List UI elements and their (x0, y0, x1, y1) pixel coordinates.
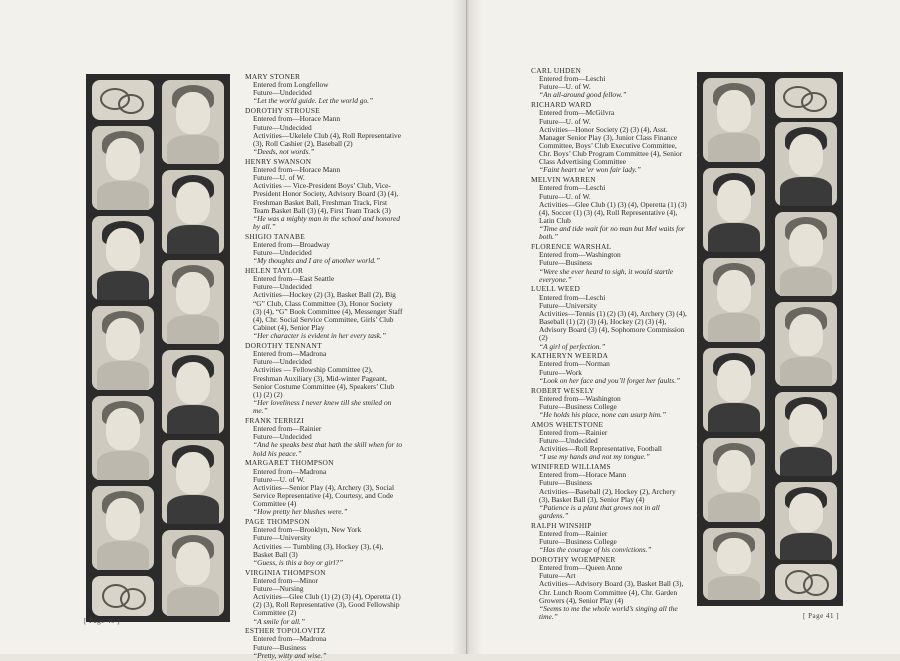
student-entry (245, 158, 403, 231)
student-name: MARY STONER (245, 72, 301, 81)
portrait-photo (162, 440, 224, 524)
student-name: LUELL WEED (531, 284, 581, 294)
future: Future—Art (539, 571, 576, 581)
student-name: DOROTHY STROUSE (245, 106, 321, 116)
portrait-photo (703, 438, 765, 522)
future: Future—Undecided (253, 248, 312, 258)
student-entry (245, 107, 403, 156)
student-entry (245, 459, 403, 516)
activities: Activities—Senior Play (4), Archery (3), Social Service Representative (4), Courtesy, and Code Committee (4) (253, 482, 395, 509)
entered-from: Entered from—Leschi (539, 74, 606, 84)
quote: “Has the courage of his convictions.” (539, 545, 652, 555)
quote: “And he speaks best that hath the skill when for to hold his peace.” (253, 440, 403, 458)
student-entry (245, 73, 403, 106)
student-name: PAGE THOMPSON (245, 517, 310, 527)
future: Future—U. of W. (253, 173, 305, 183)
quote: “Guess, is this a boy or girl?” (253, 557, 344, 567)
entered-from: Entered from—Madrona (253, 349, 327, 359)
student-name: MELVIN WARREN (531, 175, 596, 185)
student-entry (531, 67, 687, 100)
student-name: VIRGINIA THOMPSON (245, 567, 326, 577)
page-number: [ Page 41 ] (803, 612, 840, 620)
activities: Activities—Glee Club (1) (3) (4), Operetta (1) (3) (4), Soccer (1) (3) (4), Roll Representative (4), Latin Club (539, 199, 687, 225)
portrait-photo (703, 258, 765, 342)
student-entry (531, 101, 687, 174)
student-name: CARL UHDEN (531, 66, 582, 75)
student-entry (531, 176, 687, 241)
activities: Activities—Baseball (2), Hockey (2), Archery (3), Basket Ball (3), Senior Play (4) (539, 486, 676, 504)
quote: “Deeds, not words.” (253, 147, 315, 156)
portrait-photo (92, 216, 154, 300)
activities: Activities—Honor Society (2) (3) (4), Asst. Manager Senior Play (3), Junior Class Finance Committee, Boys’ Club Executive Committee, Chr. Boys’ Club Program Committee (4), Senior Class Advertising Committee (539, 124, 683, 167)
future: Future—Business College (539, 537, 617, 547)
entered-from: Entered from—Horace Mann (253, 114, 341, 124)
quote: “Look on her face and you’ll forget her faults.” (539, 375, 681, 385)
student-name: SHIGIO TANABE (245, 231, 306, 241)
entered-from: Entered from—McGilvra (539, 108, 615, 118)
future: Future—Business College (539, 401, 617, 411)
activities: Activities—Tennis (1) (2) (3) (4), Archery (3) (4), Baseball (1) (2) (3) (4), Hockey (2) (3) (4), Advisory Board (3) (4), Sophomore Commission (2) (539, 308, 687, 343)
student-entry (531, 463, 687, 520)
activities: Activities — Fellowship Committee (2), Freshman Auxiliary (3), Mid-winter Pageant, Senior Costume Committee (4), Speakers’ Club (1) (2) (2) (253, 365, 395, 399)
activities: Activities—Roll Representative, Football (539, 444, 662, 454)
student-name: DOROTHY TENNANT (245, 340, 322, 350)
entered-from: Entered from—Rainier (539, 427, 608, 437)
student-entry (531, 387, 687, 420)
student-entry (531, 352, 687, 385)
future: Future—U. of W. (539, 116, 591, 126)
entered-from: Entered from—Broadway (253, 239, 330, 249)
portrait-photo (162, 530, 224, 616)
student-name: FLORENCE WARSHAL (531, 242, 612, 252)
future: Future—University (253, 533, 311, 543)
student-name: ROBERT WESELY (531, 385, 595, 395)
right-photo-strip (697, 72, 843, 606)
quote: “He holds his place, none can usurp him.” (539, 409, 667, 419)
portrait-photo (162, 170, 224, 254)
future: Future—Nursing (253, 583, 304, 593)
student-entry (245, 627, 403, 660)
student-entry (245, 267, 403, 340)
quote: “How pretty her blushes were.” (253, 507, 348, 517)
portrait-photo (703, 168, 765, 252)
activities: Activities—Glee Club (1) (2) (3) (4), Operetta (1) (2) (3), Roll Representative (3), Good Fellowship Committee (2) (253, 592, 401, 618)
entered-from: Entered from—Rainier (539, 528, 608, 538)
quote: “Her loveliness I never knew till she smiled on me.” (253, 398, 392, 416)
future: Future—Business (253, 642, 306, 652)
future: Future—Undecided (253, 432, 312, 442)
portrait-photo (703, 78, 765, 162)
portrait-photo (162, 260, 224, 344)
entered-from: Entered from—Horace Mann (253, 164, 341, 174)
portrait-photo (92, 126, 154, 210)
quote: “Faint heart ne’er won fair lady.” (539, 165, 641, 175)
ornament-scroll (775, 564, 837, 600)
future: Future—Business (539, 258, 592, 268)
future: Future—Undecided (253, 357, 312, 367)
student-entry (531, 556, 687, 621)
portrait-photo (92, 306, 154, 390)
portrait-photo (775, 302, 837, 386)
future: Future—U. of W. (539, 191, 591, 201)
student-entry (531, 285, 687, 350)
entered-from: Entered from—Norman (539, 359, 610, 369)
ornament-scroll (92, 80, 154, 120)
entered-from: Entered from—Horace Mann (539, 470, 627, 480)
right-entries (531, 67, 687, 623)
entered-from: Entered from—Leschi (539, 292, 606, 302)
entered-from: Entered from—Leschi (539, 183, 606, 193)
student-name: AMOS WHETSTONE (531, 419, 604, 429)
portrait-photo (775, 482, 837, 560)
activities: Activities—Hockey (2) (3), Basket Ball (2), Big “G” Club, Class Committee (3), Honor Society (3) (4), “G” Book Committee (4), Messenger Staff (4), Chr. Social Service Committee, Girls’ Club Cabinet (4), Senior Play (253, 290, 403, 333)
quote: “Patience is a plant that grows not in all gardens.” (539, 502, 660, 521)
student-entry (245, 233, 403, 266)
quote: “He was a mighty man in the school and honored by all.” (253, 213, 400, 231)
portrait-photo (92, 486, 154, 570)
future: Future—Work (539, 367, 582, 377)
student-entry (245, 518, 403, 567)
activities: Activities — Tumbling (3), Hockey (3), (4), Basket Ball (3) (253, 541, 384, 559)
entered-from: Entered from—Rainier (253, 424, 322, 434)
activities: Activities — Vice-President Boys’ Club, Vice-President Honor Society, Advisory Board (3) (4), Freshman Basket Ball, Freshman Track, First Team Basket Ball (3) (4), First Team Track (3) (253, 181, 399, 215)
entered-from: Entered from—Minor (253, 575, 319, 585)
page-number: [ Page 40 ] (84, 617, 121, 625)
ornament-scroll (92, 576, 154, 616)
future: Future—Undecided (253, 88, 312, 98)
student-name: HELEN TAYLOR (245, 265, 304, 275)
future: Future—Undecided (253, 282, 312, 292)
student-name: DOROTHY WOEMPNER (531, 555, 616, 564)
quote: “Her character is evident in her every task.” (253, 331, 386, 341)
student-entry (245, 569, 403, 626)
quote: “Time and tide wait for no man but Mel waits for both.” (539, 224, 685, 242)
left-entries (245, 73, 403, 661)
portrait-photo (92, 396, 154, 480)
right-page (467, 0, 900, 654)
student-entry (245, 342, 403, 415)
ornament-scroll (775, 78, 837, 118)
student-name: ESTHER TOPOLOVITZ (245, 626, 326, 636)
future: Future—University (539, 300, 597, 310)
left-photo-strip (86, 74, 230, 622)
quote: “Seems to me the whole world’s singing all the time.” (539, 603, 678, 622)
entered-from: Entered from—Madrona (253, 634, 327, 644)
student-name: RALPH WINSHIP (531, 520, 592, 530)
student-name: RICHARD WARD (531, 100, 592, 110)
activities: Activities—Ukelele Club (4), Roll Representative (3), Roll Cashier (2), Baseball (2) (253, 130, 401, 148)
entered-from: Entered from—Brooklyn, New York (253, 525, 362, 535)
portrait-photo (703, 348, 765, 432)
portrait-photo (775, 122, 837, 206)
portrait-photo (775, 392, 837, 476)
portrait-photo (162, 350, 224, 434)
student-entry (245, 417, 403, 458)
entered-from: Entered from—Queen Anne (539, 563, 623, 573)
quote: “Were she ever heard to sigh, it would startle everyone.” (539, 266, 674, 284)
student-entry (531, 421, 687, 462)
quote: “A girl of perfection.” (539, 341, 606, 351)
quote: “An all-around good fellow.” (539, 90, 627, 100)
future: Future—Undecided (539, 436, 598, 446)
student-entry (531, 243, 687, 284)
future: Future—Undecided (253, 122, 312, 132)
portrait-photo (162, 80, 224, 164)
quote: “A smile for all.” (253, 616, 306, 626)
entered-from: Entered from—East Seattle (253, 274, 335, 284)
student-entry (531, 522, 687, 555)
quote: “My thoughts and I are of another world.” (253, 256, 381, 266)
entered-from: Entered from—Washington (539, 250, 621, 260)
student-name: HENRY SWANSON (245, 156, 312, 166)
future: Future—U. of W. (539, 82, 591, 92)
entered-from: Entered from Longfellow (253, 80, 329, 90)
entered-from: Entered from—Washington (539, 393, 621, 403)
portrait-photo (775, 212, 837, 296)
future: Future—U. of W. (253, 474, 305, 484)
quote: “I use my hands and not my tongue.” (539, 452, 650, 462)
student-name: MARGARET THOMPSON (245, 458, 334, 468)
portrait-photo (703, 528, 765, 600)
quote: “Pretty, witty and wise.” (253, 650, 327, 660)
student-name: WINIFRED WILLIAMS (531, 462, 611, 472)
entered-from: Entered from—Madrona (253, 466, 327, 476)
student-name: FRANK TERRIZI (245, 415, 304, 425)
activities: Activities—Advisory Board (3), Basket Ball (3), Chr. Lunch Room Committee (4), Chr. Garden Growers (4), Senior Play (4) (539, 579, 684, 605)
student-name: KATHERYN WEERDA (531, 351, 609, 361)
quote: “Let the world guide. Let the world go.” (253, 96, 374, 106)
future: Future—Business (539, 478, 592, 488)
